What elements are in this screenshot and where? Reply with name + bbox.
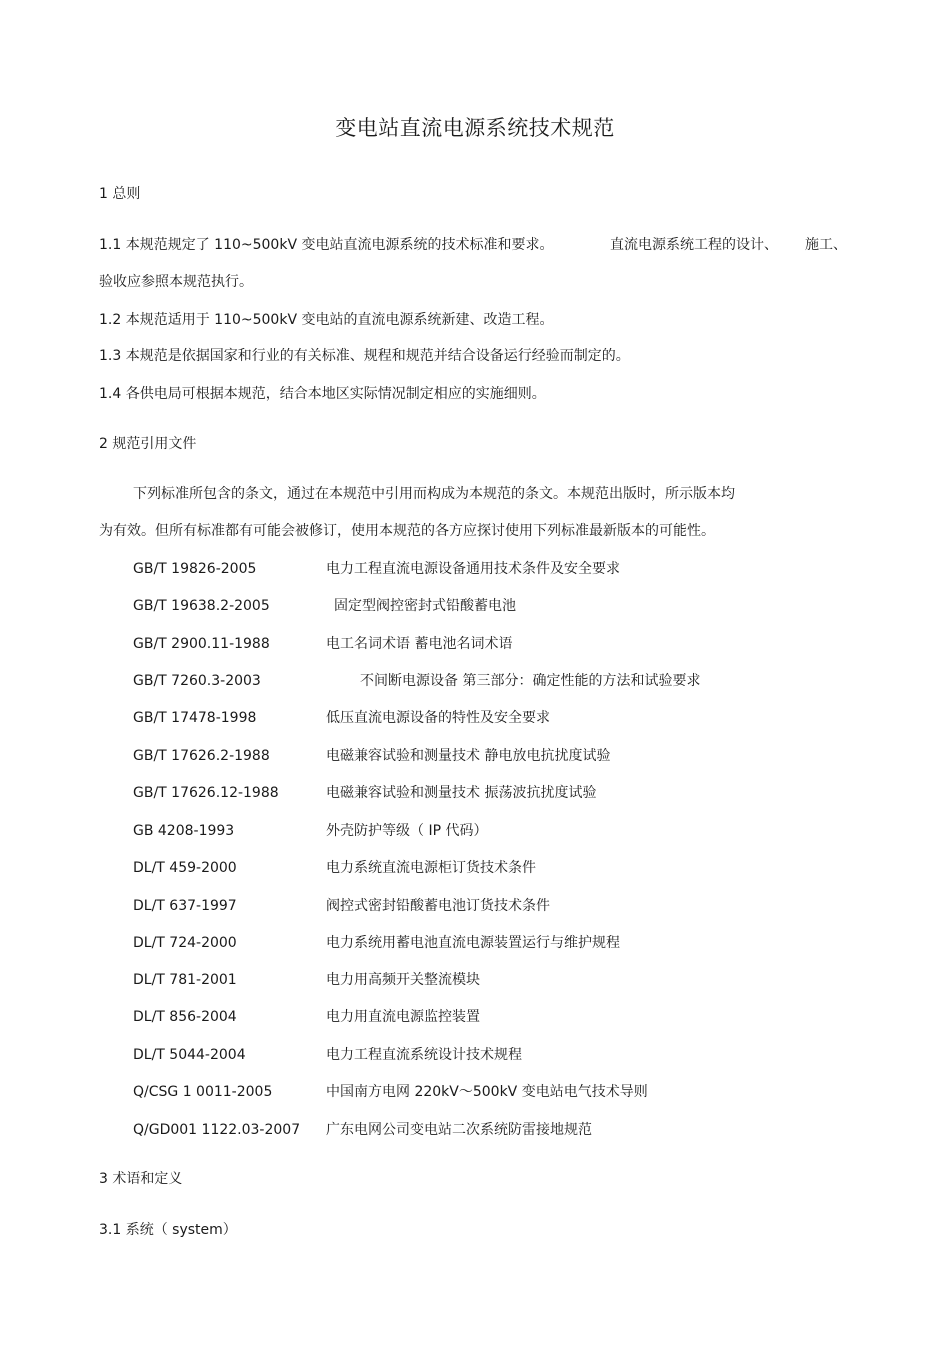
- document-title: 变电站直流电源系统技术规范: [335, 116, 615, 140]
- standard-code: Q/CSG 1 0011-2005: [133, 1084, 273, 1100]
- paragraph-1-1-continuation: 验收应参照本规范执行。: [99, 274, 253, 290]
- standard-code: Q/GD001 1122.03-2007: [133, 1122, 301, 1138]
- standard-code: GB/T 17626.12-1988: [133, 785, 279, 801]
- standard-title: 电力用高频开关整流模块: [326, 972, 480, 988]
- paragraph-1-2: 1.2 本规范适用于 110~500kV 变电站的直流电源系统新建、改造工程。: [99, 312, 554, 328]
- standard-code: DL/T 5044-2004: [133, 1047, 246, 1063]
- standard-title: 电力工程直流系统设计技术规程: [326, 1047, 522, 1063]
- standard-title: 固定型阀控密封式铅酸蓄电池: [334, 598, 516, 614]
- paragraph-1-1-part-c: 施工、: [805, 237, 847, 253]
- paragraph-1-1-part-a: 1.1 本规范规定了 110~500kV 变电站直流电源系统的技术标准和要求。: [99, 237, 554, 253]
- paragraph-1-3: 1.3 本规范是依据国家和行业的有关标准、规程和规范并结合设备运行经验而制定的。: [99, 348, 630, 364]
- section-2-intro-line-1: 下列标准所包含的条文，通过在本规范中引用而构成为本规范的条文。本规范出版时，所示版本均: [133, 486, 735, 502]
- paragraph-1-4: 1.4 各供电局可根据本规范，结合本地区实际情况制定相应的实施细则。: [99, 386, 546, 402]
- standard-title: 不间断电源设备 第三部分：确定性能的方法和试验要求: [360, 673, 701, 689]
- standard-title: 电工名词术语 蓄电池名词术语: [326, 636, 513, 652]
- standard-code: DL/T 459-2000: [133, 860, 237, 876]
- standard-code: DL/T 856-2004: [133, 1009, 237, 1025]
- standard-title: 电力用直流电源监控装置: [326, 1009, 480, 1025]
- standard-code: GB/T 7260.3-2003: [133, 673, 261, 689]
- standard-title: 电力系统直流电源柜订货技术条件: [326, 860, 536, 876]
- section-3-heading: 3 术语和定义: [99, 1171, 183, 1187]
- standard-title: 阀控式密封铅酸蓄电池订货技术条件: [326, 898, 550, 914]
- standard-code: GB/T 19826-2005: [133, 561, 257, 577]
- standard-title: 电磁兼容试验和测量技术 静电放电抗扰度试验: [326, 748, 611, 764]
- paragraph-3-1: 3.1 系统（ system）: [99, 1222, 237, 1238]
- standard-code: DL/T 724-2000: [133, 935, 237, 951]
- standard-code: GB 4208-1993: [133, 823, 235, 839]
- standard-title: 电力系统用蓄电池直流电源装置运行与维护规程: [326, 935, 620, 951]
- standard-title: 中国南方电网 220kV～500kV 变电站电气技术导则: [326, 1084, 648, 1100]
- paragraph-1-1-part-b: 直流电源系统工程的设计、: [610, 237, 778, 253]
- standard-title: 外壳防护等级（ IP 代码）: [326, 823, 488, 839]
- section-2-heading: 2 规范引用文件: [99, 436, 197, 452]
- section-1-heading: 1 总则: [99, 186, 141, 202]
- standard-title: 电力工程直流电源设备通用技术条件及安全要求: [326, 561, 620, 577]
- standard-title: 广东电网公司变电站二次系统防雷接地规范: [326, 1122, 592, 1138]
- standard-code: DL/T 637-1997: [133, 898, 237, 914]
- standard-code: DL/T 781-2001: [133, 972, 237, 988]
- standard-title: 电磁兼容试验和测量技术 振荡波抗扰度试验: [326, 785, 597, 801]
- standard-code: GB/T 19638.2-2005: [133, 598, 270, 614]
- section-2-intro-line-2: 为有效。但所有标准都有可能会被修订，使用本规范的各方应探讨使用下列标准最新版本的可能性。: [99, 523, 715, 539]
- standard-title: 低压直流电源设备的特性及安全要求: [326, 710, 550, 726]
- standard-code: GB/T 17626.2-1988: [133, 748, 270, 764]
- standard-code: GB/T 2900.11-1988: [133, 636, 270, 652]
- standard-code: GB/T 17478-1998: [133, 710, 257, 726]
